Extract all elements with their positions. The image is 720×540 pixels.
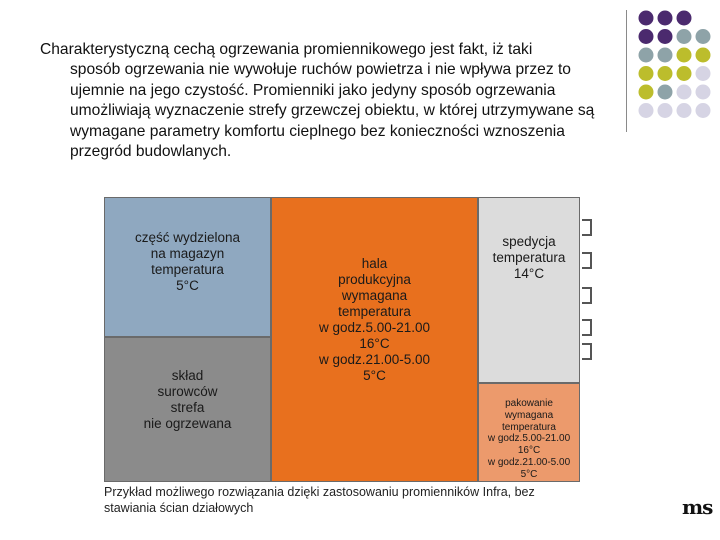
decorative-dot <box>677 103 692 118</box>
room-temperature: 16°C <box>359 336 390 351</box>
loading-dock <box>582 219 592 236</box>
room-label-line: strefa <box>170 399 205 415</box>
decorative-dot <box>696 103 711 118</box>
room-production-hall <box>271 197 478 482</box>
room-raw-storage <box>104 337 271 482</box>
decorative-dot <box>696 85 711 100</box>
decorative-dot <box>658 48 673 63</box>
room-label-line: temperatura <box>492 250 566 265</box>
room-schedule: w godz.21.00-5.00 <box>487 456 571 468</box>
decorative-dot <box>639 85 654 100</box>
room-dispatch <box>478 197 580 383</box>
room-packing <box>478 383 580 482</box>
decorative-dot <box>658 11 673 26</box>
decorative-dot <box>658 103 673 118</box>
decorative-dot <box>677 11 692 26</box>
intro-paragraph <box>40 40 610 162</box>
room-label-line: pakowanie <box>505 398 553 409</box>
decorative-dot <box>677 85 692 100</box>
room-temperature: 16°C <box>517 445 541 457</box>
loading-dock <box>582 343 592 360</box>
ms-logo: ms <box>682 495 713 519</box>
decorative-dot <box>658 85 673 100</box>
decorative-dot <box>658 29 673 44</box>
room-label-line: wymagana <box>504 409 554 421</box>
paragraph-first-line: Charakterystyczną cechą ogrzewania promiennikowego jest fakt, iż taki <box>40 41 533 58</box>
loading-dock <box>582 287 592 304</box>
room-temperature: 5°C <box>363 368 386 383</box>
room-cold-storage <box>104 197 271 337</box>
room-label-line: spedycja <box>502 234 556 249</box>
room-schedule: w godz.5.00-21.00 <box>487 433 571 445</box>
paragraph-rest: sposób ogrzewania nie wywołuje ruchów powietrza i nie wpływa przez to ujemnie na jego czystość. Promienniki jako jedyny sposób ogrzewania umożliwiają wyznaczenie strefy grzewczej obiektu, w której utrzymywane są wymagane parametry komfortu cieplnego bez konieczności wznoszenia przegród budowlanych. <box>70 61 595 161</box>
decorative-dot <box>696 29 711 44</box>
decorative-divider <box>626 10 627 132</box>
room-label-line: temperatura <box>338 304 411 319</box>
room-temperature: 5°C <box>176 278 199 293</box>
loading-dock <box>582 252 592 269</box>
room-label-line: skład <box>171 367 204 383</box>
diagram-caption: Przykład możliwego rozwiązania dzięki zastosowaniu promienników Infra, bez stawiania ścian działowych <box>104 485 535 515</box>
room-label-line: nie ogrzewana <box>143 415 232 431</box>
floor-plan-diagram <box>104 197 592 482</box>
room-label-line: produkcyjna <box>338 272 411 287</box>
room-label-line: surowców <box>157 383 218 399</box>
room-temperature: 5°C <box>520 468 538 480</box>
decorative-dot <box>639 48 654 63</box>
decorative-dot <box>677 29 692 44</box>
room-label-line: hala <box>361 256 388 271</box>
decorative-dot <box>639 66 654 81</box>
decorative-dot <box>696 66 711 81</box>
decorative-dot <box>639 11 654 26</box>
room-label-line: wymagana <box>341 288 408 303</box>
loading-dock <box>582 319 592 336</box>
decorative-dot <box>639 103 654 118</box>
decorative-dot <box>658 66 673 81</box>
room-label-line: temperatura <box>151 262 224 277</box>
room-label-line: część wydzielona <box>134 230 241 245</box>
decorative-dot <box>639 29 654 44</box>
room-label-line: temperatura <box>502 421 556 433</box>
room-label-line: na magazyn <box>150 246 225 261</box>
room-schedule: w godz.5.00-21.00 <box>318 320 431 335</box>
room-schedule: w godz.21.00-5.00 <box>318 352 431 367</box>
decorative-dot <box>677 66 692 81</box>
room-temperature: 14°C <box>513 266 545 281</box>
decorative-dot <box>677 48 692 63</box>
decorative-dot <box>696 48 711 63</box>
